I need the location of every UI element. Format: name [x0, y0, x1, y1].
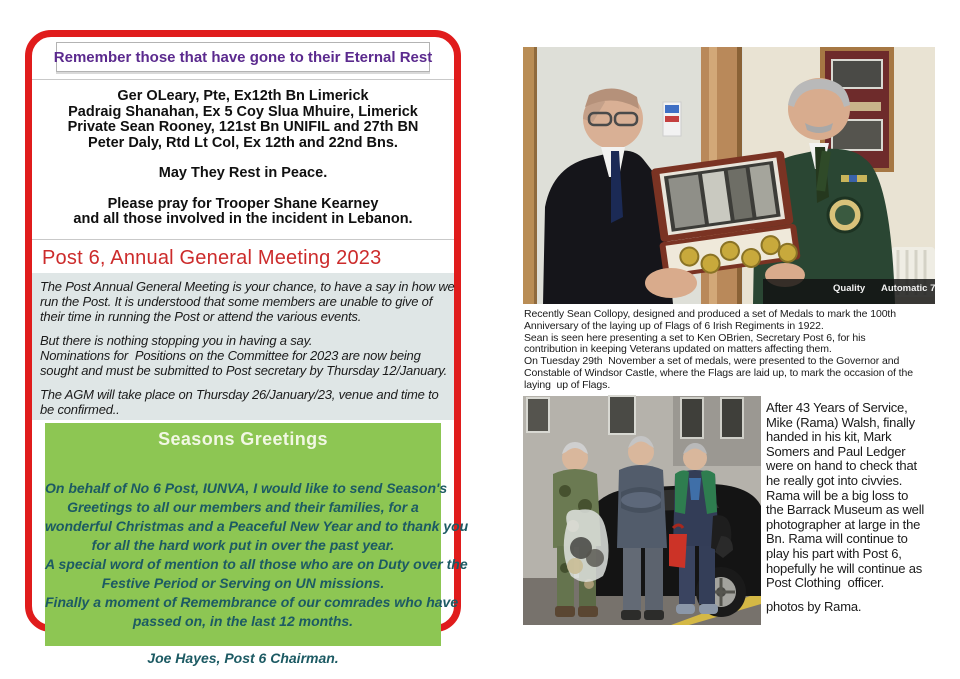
medal-presentation-photo — [523, 47, 935, 304]
kit-handover-illustration — [523, 396, 761, 625]
kit-handover-story-lines: After 43 Years of Service, Mike (Rama) Walsh, finally handed in his kit, Mark Somers and Paul Ledger were on hand to check that he really got into civvies. Rama will be a big loss to the Barrack Museum as well photographer at large in the Bn. Rama will continue to play his part with Post 6, hopefully he will continue as Post Clothing officer. — [766, 400, 925, 591]
photos-credit: photos by Rama. — [766, 598, 862, 614]
agm-heading: Post 6, Annual General Meeting 2023 — [42, 246, 382, 269]
memorial-pray-lines: Please pray for Trooper Shane Kearney and all those involved in the incident in Lebanon. — [73, 195, 413, 227]
memorial-names: Ger OLeary, Pte, Ex12th Bn Limerick Padraig Shanahan, Ex 5 Coy Slua Mhuire, Limerick Private Sean Rooney, 121st Bn UNIFIL and 27th BN Peter Daly, Rtd Lt Col, Ex 12th and 22nd Bns. — [67, 88, 419, 151]
greetings-title: Seasons Greetings — [158, 428, 328, 449]
greetings-body: On behalf of No 6 Post, IUNVA, I would like to send Season's Greetings to all our members and their families, for a wonderful Christmas and a Peaceful New Year and to thank you for all the hard work put in over the past year. A special word of mention to all those who are on Duty over the Festive Period or Serving on UN missions. Finally a moment of Remembrance of our comrades who have passed on, in the last 12 months. — [45, 479, 469, 629]
memorial-names-box — [32, 79, 454, 240]
camera-overlay — [523, 278, 935, 300]
memorial-title: Remember those that have gone to their Eternal Rest — [53, 48, 433, 66]
camera-overlay-mode-label: Automatic 7 — [881, 283, 936, 294]
seasons-greetings-box — [45, 423, 469, 666]
agm-paragraph-1: The Post Annual General Meeting is your chance, to have a say in how we run the Post. It is understood that some members are unable to give of their time in running the Post or attend the various events. — [40, 278, 455, 324]
agm-paragraph-3: The AGM will take place on Thursday 26/January/23, venue and time to be confirmed.. — [40, 386, 439, 417]
agm-paragraph-2: But there is nothing stopping you in having a say. Nominations for Positions on the Committee for 2023 are now being sought and must be submitted to Post secretary by Thursday 12/January. — [40, 332, 448, 378]
kit-handover-photo — [523, 396, 761, 625]
kit-handover-story — [766, 401, 946, 614]
greetings-signature: Joe Hayes, Post 6 Chairman. — [147, 649, 339, 666]
newsletter-left-page — [25, 30, 469, 666]
camera-overlay-quality-label: Quality — [833, 283, 866, 294]
agm-notice-box — [32, 273, 454, 420]
memorial-rest-line: May They Rest in Peace. — [158, 165, 328, 181]
medal-photo-caption: Recently Sean Collopy, designed and produced a set of Medals to mark the 100th Anniversary of the laying up of Flags of 6 Irish Regiments in 1922. Sean is seen here presenting a set to Ken OBrien, Secretary Post 6, for his contribution in keeping Veterans updated on matters affecting them. On Tuesday 29th November a set of medals, were presented to the Governor and Constable of Windsor Castle, where the Flags are laid up, to mark the occasion of the laying up of Flags. — [524, 308, 913, 391]
medal-presentation-illustration — [523, 47, 935, 304]
memorial-title-box — [53, 42, 433, 72]
spacer — [36, 182, 450, 197]
spacer — [36, 151, 450, 166]
